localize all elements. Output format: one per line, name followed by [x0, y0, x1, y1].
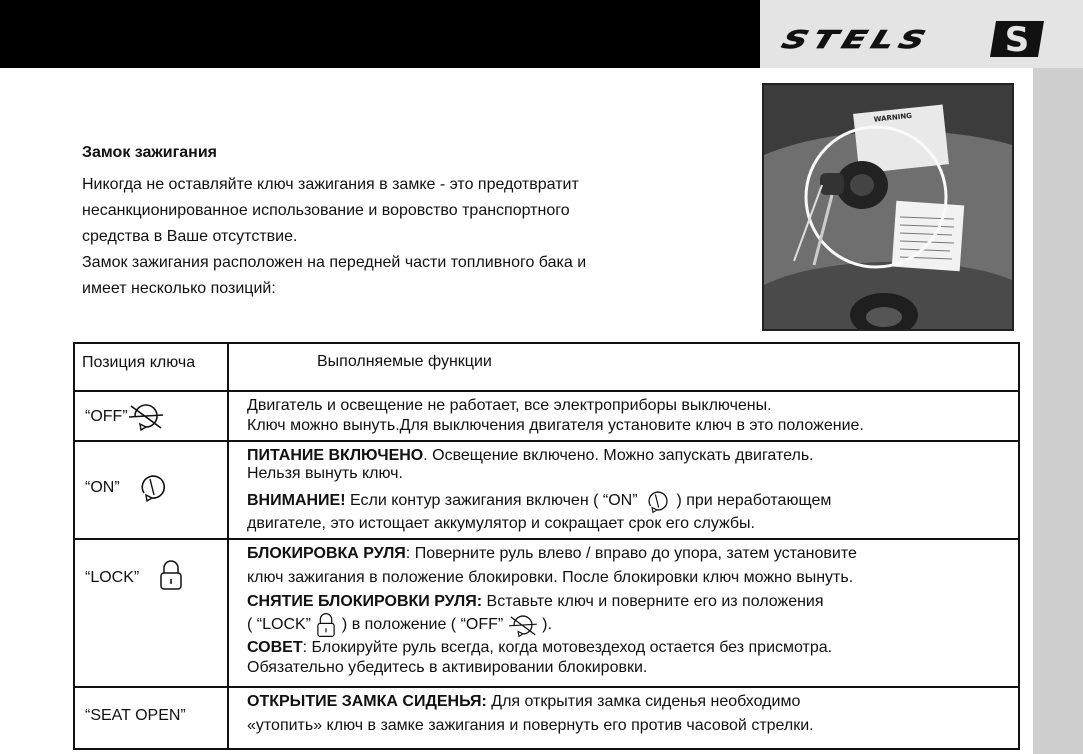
paragraph-line: имеет несколько позиций:: [82, 280, 276, 297]
function-line: Обязательно убедитесь в активировании блокировки.: [247, 659, 648, 676]
header-position: Позиция ключа: [82, 354, 196, 371]
function-line: [247, 692, 1018, 712]
inline-off-label: “OFF”: [460, 616, 504, 634]
functions-cell-lock: [228, 539, 1019, 687]
functions-cell-on: [228, 441, 1019, 539]
table-header-row: [74, 343, 1019, 391]
brand-logo-text: STELS: [778, 25, 935, 55]
header-functions: Выполняемые функции: [228, 343, 1019, 391]
position-cell-on: [74, 441, 228, 539]
table-row-seat-open: [74, 687, 1019, 749]
seat-open-heading: ОТКРЫТИЕ ЗАМКА СИДЕНЬЯ:: [247, 693, 487, 710]
function-line: [247, 638, 1018, 658]
function-text: Вставьте ключ и поверните его из положения: [482, 593, 824, 610]
function-text: Для открытия замка сиденья необходимо: [486, 693, 801, 710]
functions-cell-seat-open: [228, 687, 1019, 749]
position-label-seat-open: “SEAT OPEN”: [85, 707, 186, 724]
lock-icon: [315, 612, 337, 638]
position-cell-lock: [74, 539, 228, 687]
function-line: [247, 612, 1018, 638]
inline-on-label: “ON”: [602, 492, 638, 510]
steering-unlock-heading: СНЯТИЕ БЛОКИРОВКИ РУЛЯ:: [247, 593, 483, 610]
function-line: [247, 488, 1018, 514]
lock-icon: [159, 559, 183, 591]
function-line: «утопить» ключ в замке зажигания и повернуть его против часовой стрелки.: [247, 717, 814, 734]
function-text: : Блокируйте руль всегда, когда мотовездеход остается без присмотра.: [302, 639, 833, 656]
function-line: [247, 544, 1018, 564]
table-row-off: [74, 391, 1019, 441]
position-label-lock: “LOCK”: [85, 569, 140, 586]
power-on-heading: ПИТАНИЕ ВКЛЮЧЕНО: [247, 447, 424, 464]
key-on-icon: [642, 488, 672, 514]
functions-cell-off: [228, 391, 1019, 441]
function-line: [247, 446, 1018, 466]
function-line: двигателе, это истощает аккумулятор и сокращает срок его службы.: [247, 515, 755, 532]
attention-heading: ВНИМАНИЕ!: [247, 492, 346, 510]
svg-text:S: S: [1004, 20, 1030, 60]
section-title: Замок зажигания: [82, 144, 217, 161]
position-cell-seat-open: [74, 687, 228, 749]
function-text: (: [247, 616, 257, 634]
svg-text:WARNING: WARNING: [873, 111, 913, 124]
function-text: ) при неработающем: [672, 492, 832, 510]
key-off-icon: [129, 400, 163, 432]
header-bar: [0, 0, 760, 68]
function-line: Двигатель и освещение не работает, все электроприборы выключены.: [247, 397, 772, 414]
position-label-on: “ON”: [85, 479, 120, 496]
function-line: [247, 592, 1018, 612]
key-position-table: [73, 342, 1020, 750]
paragraph-lock-location: [82, 250, 586, 302]
function-text: ) в положение (: [337, 616, 461, 634]
function-line: ключ зажигания в положение блокировки. После блокировки ключ можно вынуть.: [247, 569, 854, 586]
ignition-photo-image: [764, 85, 1012, 329]
paragraph-line: несанкционированное использование и воровство транспортного: [82, 202, 570, 219]
function-text: . Освещение включено. Можно запускать двигатель.: [423, 447, 814, 464]
key-off-icon: [508, 612, 538, 638]
function-line: Нельзя вынуть ключ.: [247, 465, 403, 482]
header-position-cell: [74, 343, 228, 391]
table-row-on: [74, 441, 1019, 539]
advice-heading: СОВЕТ: [247, 639, 303, 656]
steering-lock-heading: БЛОКИРОВКА РУЛЯ: [247, 545, 406, 562]
ignition-photo: [762, 83, 1014, 331]
function-text: ).: [537, 616, 552, 634]
paragraph-key-warning: [82, 172, 579, 250]
function-line: Ключ можно вынуть.Для выключения двигателя установите ключ в это положение.: [247, 417, 864, 434]
position-cell-off: [74, 391, 228, 441]
function-text: Если контур зажигания включен (: [345, 492, 603, 510]
paragraph-line: средства в Ваше отсутствие.: [82, 228, 298, 245]
table-row-lock: [74, 539, 1019, 687]
brand-badge-icon: [988, 17, 1048, 61]
inline-lock-label: “LOCK”: [256, 616, 312, 634]
side-strip: [1033, 68, 1083, 754]
paragraph-line: Замок зажигания расположен на передней части топливного бака и: [82, 254, 587, 271]
position-label-off: “OFF”: [85, 408, 128, 425]
key-on-icon: [135, 471, 169, 503]
function-text: : Поверните руль влево / вправо до упора, затем установите: [405, 545, 857, 562]
paragraph-line: Никогда не оставляйте ключ зажигания в замке - это предотвратит: [82, 176, 579, 193]
